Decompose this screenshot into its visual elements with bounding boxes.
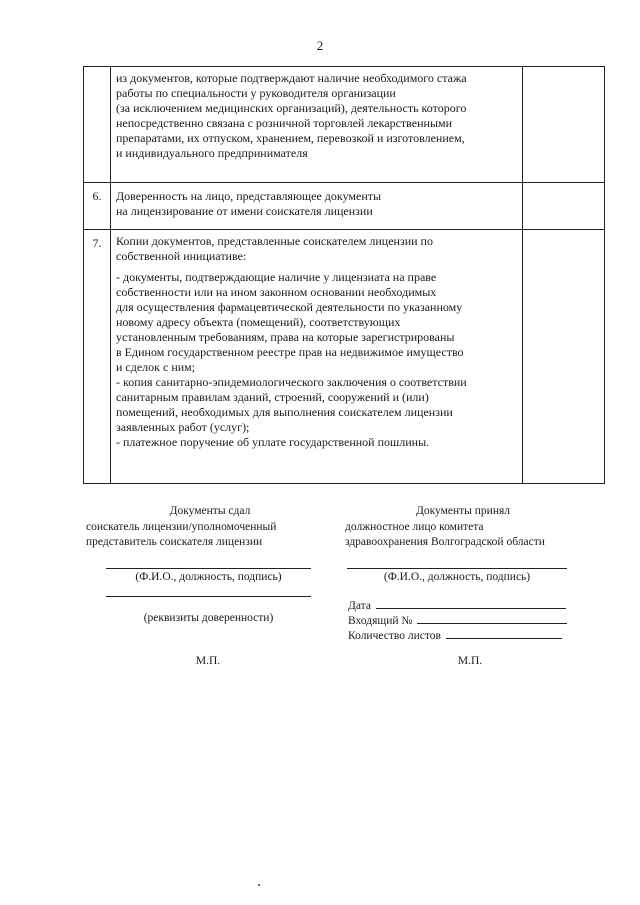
receiver-fio-caption: (Ф.И.О., должность, подпись)	[383, 571, 531, 583]
row-number-cell	[84, 183, 111, 230]
date-label: Дата	[348, 600, 371, 612]
table-row	[84, 183, 605, 230]
sheets-count-line	[446, 627, 562, 639]
text-line: - платежное поручение об уплате государственной пошлины.	[116, 435, 430, 449]
text-line: для осуществления фармацевтической деятельности по указанному	[116, 300, 463, 314]
left-stamp-place: М.П.	[195, 655, 221, 667]
text-line: помещений, необходимых для выполнения соискателем лицензии	[116, 405, 453, 419]
sheets-count-field	[348, 627, 578, 644]
text-line: работы по специальности у руководителя организации	[116, 86, 396, 100]
text-line: санитарным правилам зданий, строений, сооружений и (или)	[116, 390, 429, 404]
mark-cell	[523, 67, 605, 183]
text-line: (за исключением медицинских организаций), деятельность которого	[116, 101, 467, 115]
text-line: новому адресу объекта (помещений), соответствующих	[116, 315, 401, 329]
proxy-details-caption: (реквизиты доверенности)	[143, 612, 274, 624]
text-line: и сделок с ним;	[116, 360, 196, 374]
submitter-role-line-1: соискатель лицензии/уполномоченный	[86, 521, 277, 533]
row-text-cell	[111, 183, 523, 230]
text-line: Копии документов, представленные соискателем лицензии по	[116, 234, 433, 248]
text-line: в Едином государственном реестре прав на недвижимое имущество	[116, 345, 464, 359]
receiver-signature-line	[347, 568, 567, 569]
text-line: - документы, подтверждающие наличие у лицензиата на праве	[116, 270, 437, 284]
text-line: Доверенность на лицо, представляющее документы	[116, 189, 382, 203]
text-line: на лицензирование от имени соискателя лицензии	[116, 204, 373, 218]
submitter-role-line-2: представитель соискателя лицензии	[86, 536, 263, 548]
text-line: собственной инициативе:	[116, 249, 247, 263]
receiver-role-line-2: здравоохранения Волгоградской области	[345, 536, 545, 548]
row-number-cell	[84, 67, 111, 183]
row-number: 6.	[92, 189, 102, 203]
page-number: 2	[316, 38, 324, 53]
text-line: и индивидуального предпринимателя	[116, 146, 308, 160]
right-stamp-place: М.П.	[457, 655, 483, 667]
text-line: собственности или на ином законном основании необходимых	[116, 285, 437, 299]
mark-cell	[523, 183, 605, 230]
receiver-role-line-1: должностное лицо комитета	[345, 521, 484, 533]
row-text-cell	[111, 230, 523, 484]
row-number: 7.	[92, 236, 102, 250]
row-text-cell	[111, 67, 523, 183]
submitter-fio-caption: (Ф.И.О., должность, подпись)	[135, 571, 282, 583]
incoming-number-label: Входящий №	[348, 615, 413, 627]
accepted-title: Документы принял	[415, 505, 511, 517]
proxy-details-line	[106, 596, 311, 597]
incoming-number-line	[417, 612, 567, 624]
submitted-title: Документы сдал	[169, 505, 251, 517]
text-line: заявленных работ (услуг);	[116, 420, 250, 434]
submitter-signature-line	[106, 568, 311, 569]
mark-cell	[523, 230, 605, 484]
documents-table	[83, 66, 605, 484]
text-line: из документов, которые подтверждают наличие необходимого стажа	[116, 71, 467, 85]
table-row	[84, 230, 605, 484]
text-line: установленным требованиям, права на которые зарегистрированы	[116, 330, 455, 344]
row-number-cell	[84, 230, 111, 484]
text-line: препаратами, их отпуском, хранением, перевозкой и изготовлением,	[116, 131, 465, 145]
scan-speck	[258, 884, 260, 886]
sheets-count-label: Количество листов	[348, 630, 441, 642]
text-line: - копия санитарно-эпидемиологического заключения о соответствии	[116, 375, 467, 389]
text-line: непосредственно связана с розничной торговлей лекарственными	[116, 116, 453, 130]
date-line	[376, 597, 566, 609]
table-row	[84, 67, 605, 183]
row-number	[84, 67, 110, 73]
